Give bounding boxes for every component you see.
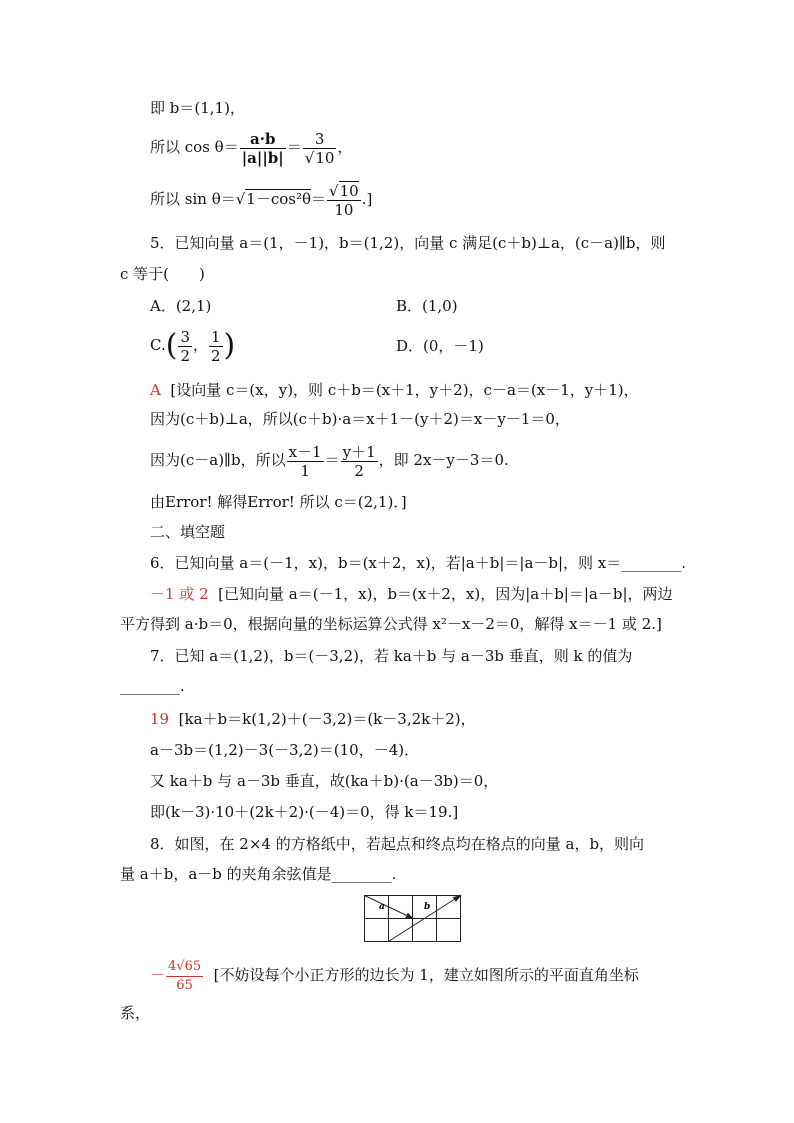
separator: ， [192,336,208,354]
answer-key: 19 [150,710,170,728]
solution-line: 即 b＝(1,1)， [150,99,245,117]
answer-7-line-2: a－3b＝(1,2)－3(－3,2)＝(10，－4)． [150,741,420,759]
sin-formula-line: 所以 sin θ＝√1－cos²θ＝ $\frac{√10}{10}$ .] [150,181,373,219]
answer-text: [ka＋b＝k(1,2)＋(－3,2)＝(k－3,2k＋2)， [178,710,476,728]
answer-key-fraction [166,958,203,995]
answer-5-line-2: 因为(c＋b)⊥a，所以(c＋b)·a＝x＋1－(y＋2)＝x－y－1＝0， [150,410,570,428]
answer-text: [已知向量 a＝(－1，x)，b＝(x＋2，x)，因为|a＋b|＝|a－b|，两边 [218,585,673,603]
fraction-denominator: √10 [304,148,335,167]
question-6-text: 6．已知向量 a＝(－1，x)，b＝(x＋2，x)，若|a＋b|＝|a－b|，则 x＝________. [150,554,687,572]
answer-8-line-2: 系， [120,1004,151,1022]
question-8-text: 8．如图，在 2×4 的方格纸中，若起点和终点均在格点的向量 a，b，则向 [150,835,645,853]
fraction-numerator: y＋1 [342,442,376,461]
grid-figure [364,895,462,943]
answer-6-line-1 [150,584,673,604]
answer-5-line-4: 由Error! 解得Error! 所以 c＝(2,1)．] [150,493,407,511]
option-a: A．(2,1) [150,297,212,315]
section-heading: 二、填空题 [150,523,226,541]
fraction-3-2 [178,328,192,365]
fraction-1-2 [209,328,223,365]
answer-key: A [150,381,161,399]
vector-b-label: b [424,902,431,912]
fraction-numerator: 3 [180,327,190,346]
fraction-ab [240,130,286,167]
cos-formula-line [150,128,352,167]
option-b: B．(1,0) [396,297,458,315]
answer-key: －1 或 2 [150,585,209,603]
option-c [150,326,235,365]
fraction-numerator: √10 [329,181,359,200]
fraction-numerator: 4√65 [166,958,203,977]
question-7-text-cont: ________. [120,677,185,695]
fraction-numerator: 3 [303,130,337,149]
answer-7-line-3: 又 ka＋b 与 a－3b 垂直，故(ka＋b)·(a－3b)＝0， [150,772,499,790]
fraction-numerator: a·b [240,130,286,149]
answer-5-line-3 [150,440,509,480]
question-5-text-cont: c 等于( ) [120,265,205,283]
fraction-denominator: 1 [300,461,310,480]
right-paren: ) [223,328,236,363]
cos-prefix: 所以 cos θ＝ [150,138,239,156]
radicand: 1－cos²θ [246,190,312,208]
answer-6-line-2: 平方得到 a·b＝0，根据向量的坐标运算公式得 x²－x－2＝0，解得 x＝－1 或 2.] [120,615,662,633]
answer-text: [设向量 c＝(x，y)，则 c＋b＝(x＋1，y＋2)，c－a＝(x－1，y＋1)， [170,381,639,399]
radicand: 10 [315,148,335,167]
answer-7-line-4: 即(k－3)·10＋(2k＋2)·(－4)＝0，得 k＝19.] [150,803,459,821]
fraction-denominator: 65 [176,977,193,993]
fraction-x-1 [287,443,324,480]
answer-text: ，即 2x－y－3＝0. [378,451,509,469]
equals-sign: ＝ [286,138,302,156]
fraction-numerator: x－1 [288,442,322,461]
vector-a-arrowhead [406,914,413,919]
equals-sign: ＝ [324,451,340,469]
fraction-denominator: 2 [354,461,364,480]
vector-a-label: a [379,902,385,912]
equals-sign: ＝ [311,190,327,208]
question-8-text-cont: 量 a＋b，a－b 的夹角余弦值是________. [120,865,397,883]
trailing-punct: ， [337,138,353,156]
vector-a-line [365,896,411,918]
sin-prefix: 所以 sin θ＝ [150,190,236,208]
answer-sign: － [150,966,166,984]
answer-text: [不妨设每个小正方形的边长为 1，建立如图所示的平面直角坐标 [213,966,639,984]
fraction-denominator: 10 [334,200,354,219]
trailing-punct: .] [361,190,373,208]
fraction-denominator: 2 [211,346,221,365]
radicand: 10 [339,181,359,200]
answer-5-line-1 [150,380,639,400]
fraction-numerator: 1 [211,327,221,346]
fraction-denominator: |a||b| [241,148,284,167]
fraction-sqrt10-10 [327,182,361,219]
answer-7-line-1 [150,709,476,729]
vector-b-arrowhead [454,896,461,902]
option-c-label: C. [150,336,166,354]
answer-8-line-1 [150,955,639,995]
fraction-3-sqrt10 [303,130,337,167]
fraction-y-2 [341,443,378,480]
answer-text: 因为(c－a)∥b，所以 [150,451,286,469]
question-5-text: 5．已知向量 a＝(1，－1)，b＝(1,2)，向量 c 满足(c＋b)⊥a，(c－a)∥b，则 [150,234,666,252]
left-paren: ( [165,328,178,363]
fraction-denominator: 2 [180,346,190,365]
option-d: D．(0，－1) [396,337,484,355]
question-7-text: 7．已知 a＝(1,2)，b＝(－3,2)，若 ka＋b 与 a－3b 垂直，则 k 的值为 [150,647,633,665]
